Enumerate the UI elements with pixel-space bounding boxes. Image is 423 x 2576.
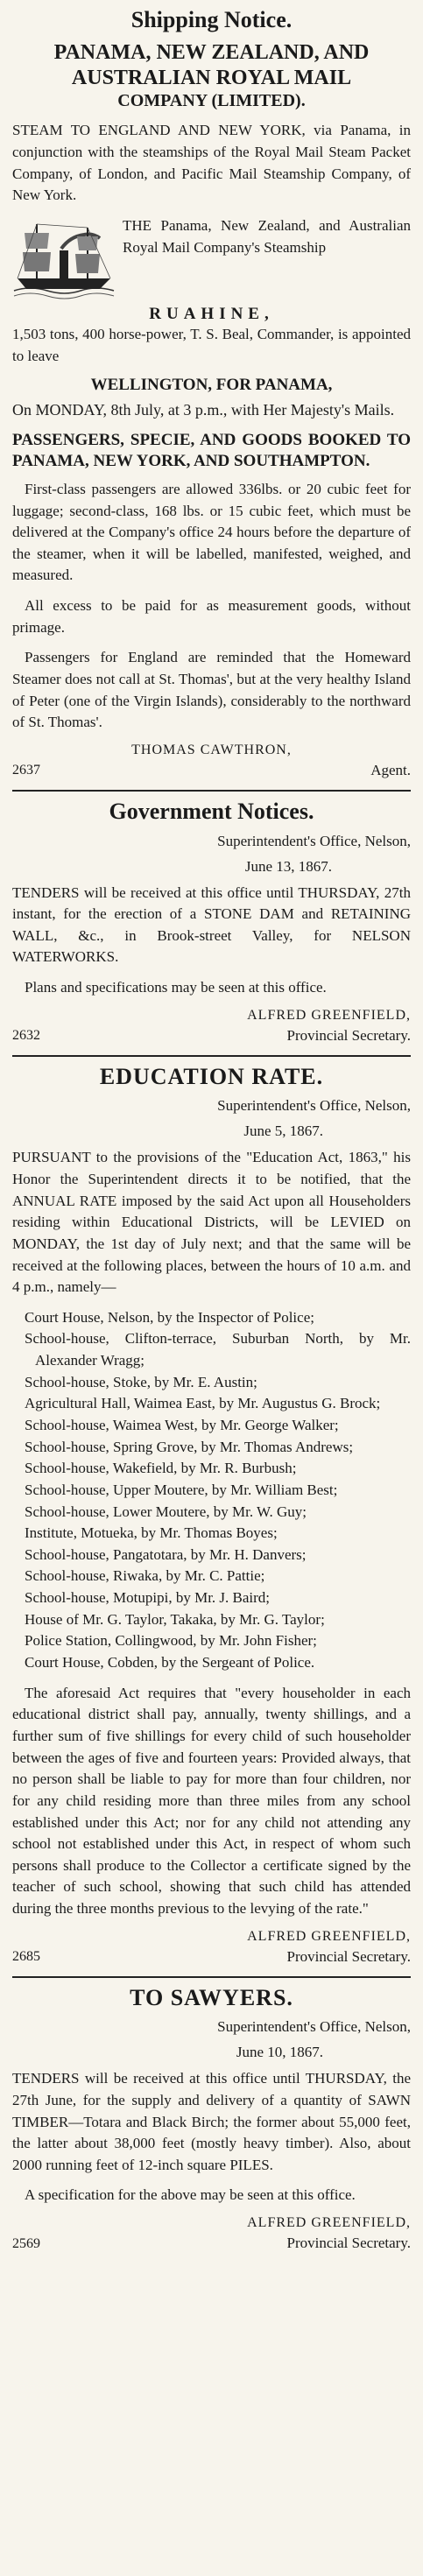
- edu-signature-row: [12, 1946, 411, 1967]
- saw-date: June 10, 1867.: [236, 2044, 323, 2061]
- sawyers-header: TO SAWYERS.: [130, 1984, 293, 2010]
- list-item: School-house, Spring Grove, by Mr. Thomas Andrews;: [25, 1438, 354, 1455]
- list-item: School-house, Clifton-terrace, Suburban North, by Mr. Alexander Wragg;: [25, 1330, 411, 1369]
- edu-act-requirements: The aforesaid Act requires that "every householder in each educational district shall pay, annually, twenty shillings, and a further sum of five shillings for every child of such householder between the ages of five and fourteen years: Provided always, that no person shall be liable to pay for more than four children, nor for any child residing more than three miles from any school established under this Act; nor for any child not attending any school not established under this Act, in respect of whom such persons shall produce to the Collector a certificate signed by the teacher of such school, showing that such child has attended during the three months previous to the levying of the rate.": [12, 1684, 411, 1918]
- section-divider: [12, 790, 411, 792]
- agent-name: THOMAS CAWTHRON,: [131, 742, 292, 757]
- st-thomas-paragraph: Passengers for England are reminded that the Homeward Steamer does not call at St. Thomas', but at the very healthy Island of Peter (one of the Virgin Islands), considerably to the northward of St. Thomas'.: [12, 649, 411, 731]
- list-item: School-house, Stoke, by Mr. E. Austin;: [25, 1373, 257, 1390]
- luggage-paragraph: First-class passengers are allowed 336lbs. or 20 cubic feet for luggage; second-class, 168 lbs. or 15 cubic feet, which must be delivered at the Company's office 24 hours before the departure of the steamer, when it will be labelled, manifested, weighed, and measured.: [12, 480, 411, 584]
- gov-tender-text: TENDERS will be received at this office until THURSDAY, 27th instant, for the erection of a STONE DAM and RETAINING WALL, &c., in Brook-street Valley, for NELSON WATERWORKS.: [12, 883, 411, 966]
- edu-signature-title: Provincial Secretary.: [286, 1947, 411, 1965]
- list-item: House of Mr. G. Taylor, Takaka, by Mr. G. Taylor;: [25, 1610, 325, 1628]
- company-line-1: PANAMA, NEW ZEALAND, AND: [53, 40, 370, 64]
- edu-ad-number: 2685: [12, 1949, 40, 1965]
- company-name: [12, 40, 411, 112]
- list-item: Court House, Nelson, by the Inspector of Police;: [25, 1308, 314, 1326]
- steamship-icon: [12, 215, 116, 299]
- company-line-3: COMPANY (LIMITED).: [117, 91, 306, 111]
- saw-tender-notice: TENDERS will be received at this office until THURSDAY, the 27th June, for the supply and delivery of a quantity of SAWN TIMBER—Totara and Black Birch; the former about 55,000 feet, the latter about 38,000 feet (mostly heavy timber). Also, about 2000 running feet of 12-inch square PILES.: [12, 2070, 411, 2173]
- edu-office: Superintendent's Office, Nelson,: [217, 1097, 411, 1115]
- shipping-ad-number: 2637: [12, 763, 40, 778]
- steam-route-notice: STEAM TO ENGLAND AND NEW YORK, via Panama, in conjunction with the steamships of the Royal Mail Steam Packet Company, of London, and Pacific Mail Steamship Company, of New York.: [12, 122, 411, 204]
- edu-intro: PURSUANT to the provisions of the "Education Act, 1863," his Honor the Superintendent directs it to be notified, that the ANNUAL RATE imposed by the said Act upon all Householders residing within Educational Districts, will be LEVIED on MONDAY, the 1st day of July next; and that the same will be received at the following places, between the hours of 10 a.m. and 4 p.m., namely—: [12, 1149, 411, 1296]
- list-item: School-house, Motupipi, by Mr. J. Baird;: [25, 1589, 271, 1607]
- edu-signature-name: ALFRED GREENFIELD,: [247, 1928, 411, 1944]
- gov-signature-title: Provincial Secretary.: [286, 1026, 411, 1044]
- list-item: Agricultural Hall, Waimea East, by Mr. Augustus G. Brock;: [25, 1395, 381, 1412]
- gov-date: June 13, 1867.: [244, 857, 332, 875]
- gov-signature-name: ALFRED GREENFIELD,: [247, 1007, 411, 1023]
- saw-ad-number: 2569: [12, 2235, 40, 2251]
- route-line: WELLINGTON, FOR PANAMA,: [90, 376, 333, 395]
- education-header: EDUCATION RATE.: [99, 1063, 324, 1089]
- list-item: School-house, Upper Moutere, by Mr. William Best;: [25, 1481, 338, 1498]
- saw-signature-row: [12, 2233, 411, 2254]
- booking-line: PASSENGERS, SPECIE, AND GOODS BOOKED TO PANAMA, NEW YORK, AND SOUTHAMPTON.: [12, 431, 411, 471]
- list-item: Police Station, Collingwood, by Mr. John Fisher;: [25, 1632, 317, 1650]
- company-line-2: AUSTRALIAN ROYAL MAIL: [71, 66, 352, 89]
- saw-signature-name: ALFRED GREENFIELD,: [247, 2215, 411, 2231]
- collection-places-list: [12, 1307, 411, 1674]
- vessel-details: 1,503 tons, 400 horse-power, T. S. Beal, Commander, is appointed to leave: [12, 326, 411, 364]
- section-divider: [12, 1976, 411, 1978]
- saw-spec-notice: A specification for the above may be seen at this office.: [25, 2186, 356, 2204]
- list-item: School-house, Wakefield, by Mr. R. Burbush;: [25, 1460, 297, 1477]
- saw-office: Superintendent's Office, Nelson,: [217, 2018, 411, 2036]
- shipping-header: Shipping Notice.: [130, 7, 293, 32]
- section-divider: [12, 1055, 411, 1057]
- list-item: School-house, Lower Moutere, by Mr. W. Guy;: [25, 1503, 307, 1520]
- gov-signature-row: [12, 1025, 411, 1046]
- gov-plans-notice: Plans and specifications may be seen at this office.: [25, 979, 327, 996]
- excess-paragraph: All excess to be paid for as measurement goods, without primage.: [12, 597, 411, 636]
- list-item: School-house, Waimea West, by Mr. George Walker;: [25, 1416, 339, 1433]
- list-item: School-house, Riwaka, by Mr. C. Pattie;: [25, 1567, 265, 1585]
- list-item: School-house, Pangatotara, by Mr. H. Danvers;: [25, 1545, 307, 1563]
- sailing-date: On MONDAY, 8th July, at 3 p.m., with Her Majesty's Mails.: [12, 401, 395, 419]
- government-header: Government Notices.: [109, 798, 314, 824]
- list-item: Institute, Motueka, by Mr. Thomas Boyes;: [25, 1524, 278, 1542]
- steamship-block: [12, 215, 411, 299]
- edu-date: June 5, 1867.: [243, 1123, 323, 1140]
- gov-ad-number: 2632: [12, 1028, 40, 1044]
- saw-signature-title: Provincial Secretary.: [286, 2235, 411, 2252]
- agent-title: Agent.: [370, 761, 411, 778]
- steamship-intro: THE Panama, New Zealand, and Australian Royal Mail Company's Steamship: [123, 217, 411, 256]
- gov-office: Superintendent's Office, Nelson,: [217, 832, 411, 849]
- gov-tender-notice: [12, 883, 411, 969]
- list-item: Court House, Cobden, by the Sergeant of Police.: [25, 1654, 315, 1672]
- vessel-name: RUAHINE,: [149, 305, 274, 324]
- agent-signature-row: [12, 760, 411, 781]
